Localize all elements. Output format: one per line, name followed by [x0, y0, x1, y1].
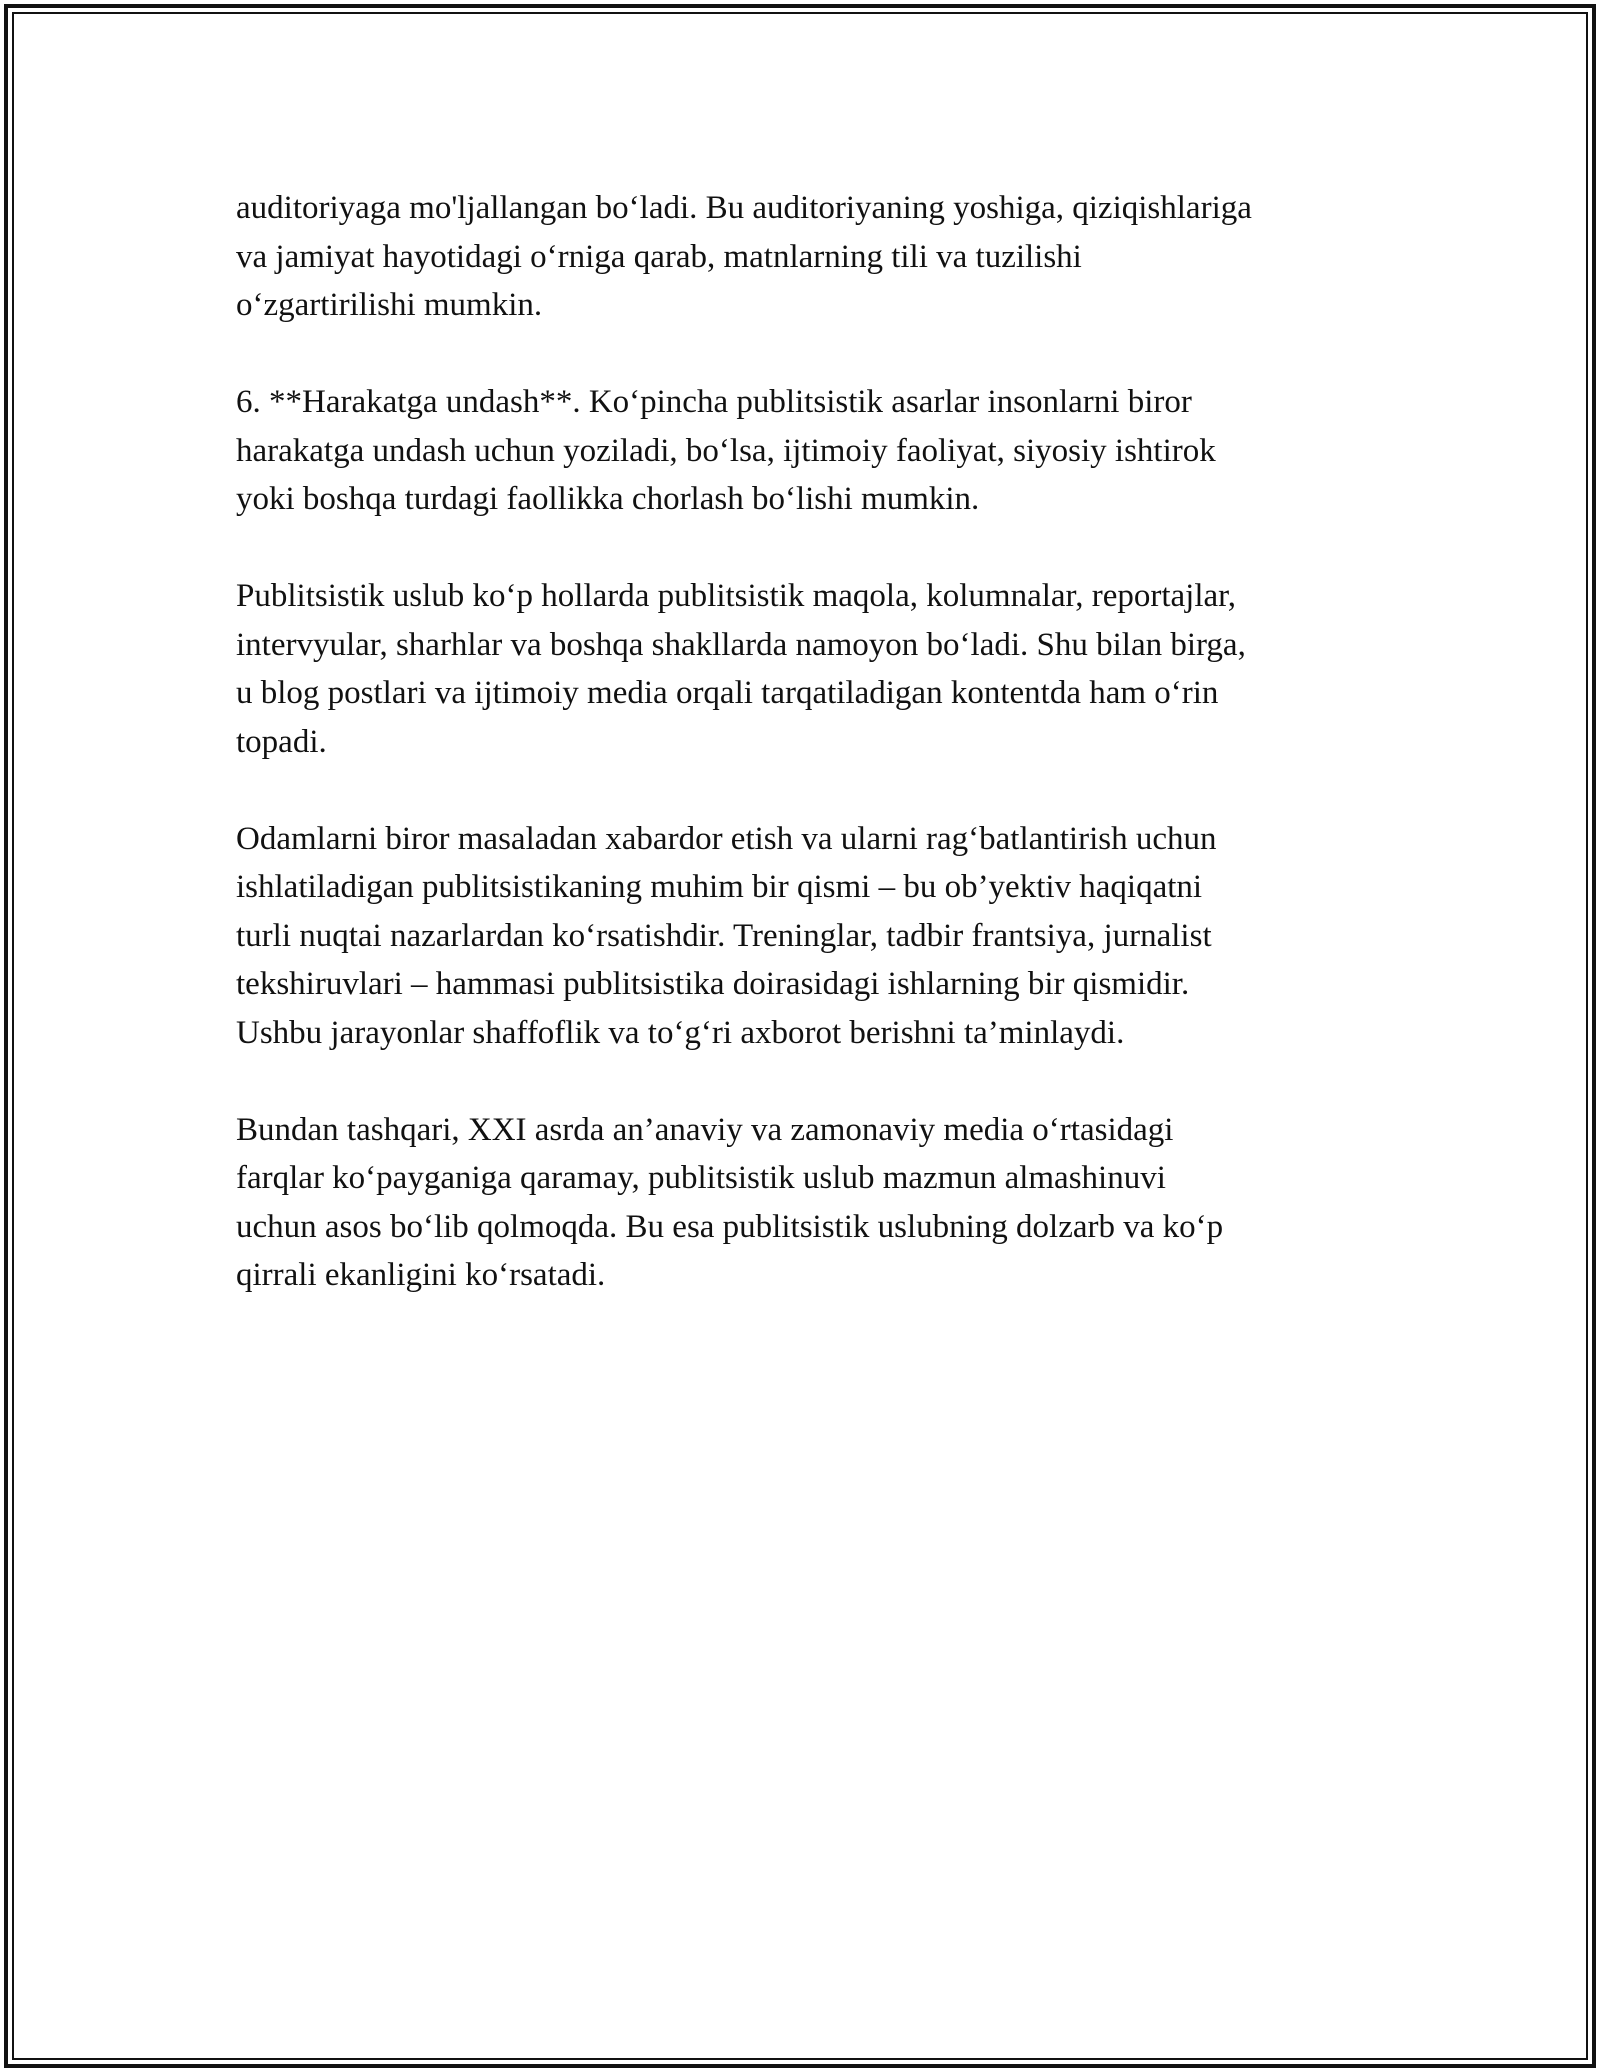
paragraph-conclusion: Bundan tashqari, XXI asrda an’anaviy va zamonaviy media o‘rtasidagi farqlar ko‘payganiga qaramay, publitsistik uslub mazmun almashinuvi uchun asos bo‘lib qolmoqda. Bu esa publitsistik uslubning dolzarb va ko‘p qirrali ekanligini ko‘rsatadi.	[236, 1111, 1224, 1293]
paragraph-audience: auditoriyaga mo'ljallangan bo‘ladi. Bu auditoriyaning yoshiga, qiziqishlariga va jamiyat hayotidagi o‘rniga qarab, matnlarning tili va tuzilishi o‘zgartirilishi mumkin.	[236, 190, 1252, 323]
document-body	[236, 184, 1386, 1348]
paragraph-call-to-action: 6. **Harakatga undash**. Ko‘pincha publitsistik asarlar insonlarni biror harakatga undash uchun yoziladi, bo‘lsa, ijtimoiy faoliyat, siyosiy ishtirok yoki boshqa turdagi faollikka chorlash bo‘lishi mumkin.	[236, 384, 1216, 517]
paragraph-forms: Publitsistik uslub ko‘p hollarda publitsistik maqola, kolumnalar, reportajlar, intervyular, sharhlar va boshqa shakllarda namoyon bo‘ladi. Shu bilan birga, u blog postlari va ijtimoiy media orqali tarqatiladigan kontentda ham o‘rin topadi.	[236, 578, 1246, 760]
paragraph-objective-truth: Odamlarni biror masaladan xabardor etish va ularni rag‘batlantirish uchun ishlatiladigan publitsistikaning muhim bir qismi – bu ob’yektiv haqiqatni turli nuqtai nazarlardan ko‘rsatishdir. Treninglar, tadbir frantsiya, jurnalist tekshiruvlari – hammasi publitsistika doirasidagi ishlarning bir qismidir. Ushbu jarayonlar shaffoflik va to‘g‘ri axborot berishni ta’minlaydi.	[236, 820, 1217, 1051]
